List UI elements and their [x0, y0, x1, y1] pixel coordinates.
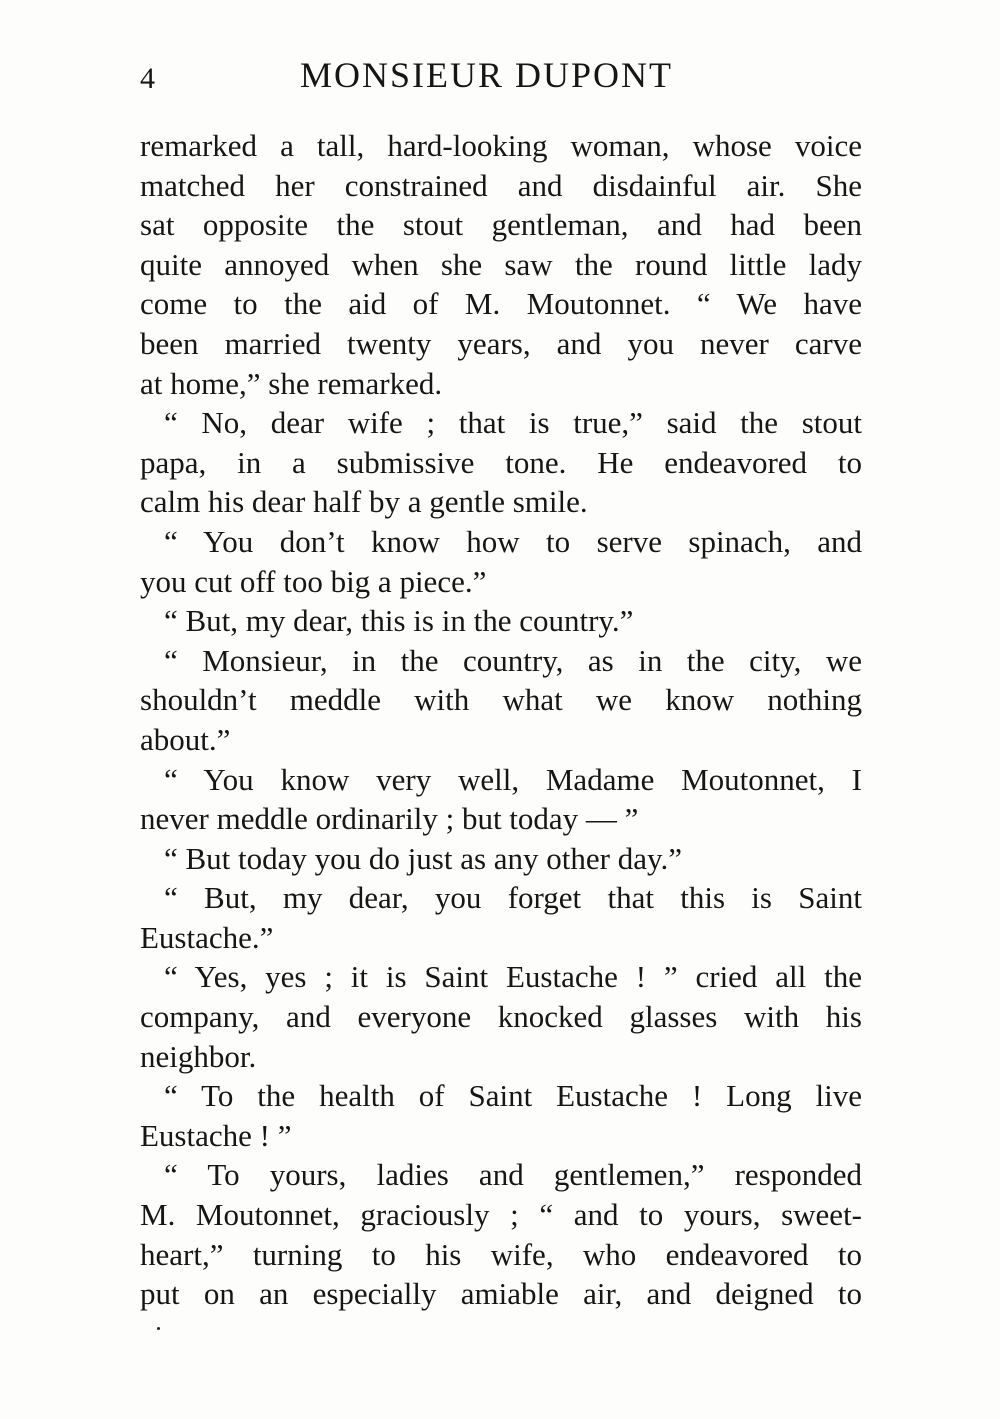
text-line: remarked a tall, hard-looking woman, whose voice — [140, 128, 862, 163]
print-speck — [157, 1327, 160, 1330]
text-line: sat opposite the stout gentleman, and had been — [140, 207, 862, 243]
text-line: come to the aid of M. Moutonnet. “ We have — [140, 286, 862, 322]
text-line: “ To yours, ladies and gentlemen,” responded — [164, 1157, 862, 1193]
text-line: been married twenty years, and you never carve — [140, 325, 862, 361]
text-line: “ To the health of Saint Eustache ! Long live — [164, 1078, 862, 1114]
text-line: “ But today you do just as any other day.” — [164, 840, 682, 876]
text-line: “ But, my dear, this is in the country.” — [164, 603, 634, 639]
text-line: Eustache ! ” — [140, 1117, 292, 1153]
text-line: never meddle ordinarily ; but today — ” — [140, 801, 639, 837]
text-line: at home,” she remarked. — [140, 365, 443, 401]
text-line: calm his dear half by a gentle smile. — [140, 484, 588, 520]
text-line: matched her constrained and disdainful air. She — [140, 167, 862, 203]
text-line: you cut off too big a piece.” — [140, 563, 487, 599]
text-line: “ You don’t know how to serve spinach, and — [164, 523, 862, 559]
text-line: Eustache.” — [140, 919, 274, 955]
text-line: quite annoyed when she saw the round little lady — [140, 246, 862, 282]
page-number: 4 — [140, 62, 155, 95]
text-line: “ But, my dear, you forget that this is Saint — [164, 880, 862, 916]
text-line: “ No, dear wife ; that is true,” said the stout — [164, 405, 862, 441]
text-line: company, and everyone knocked glasses with his — [140, 999, 862, 1035]
text-line: neighbor. — [140, 1038, 257, 1074]
text-line: “ Monsieur, in the country, as in the city, we — [164, 642, 862, 678]
running-title: MONSIEUR DUPONT — [300, 55, 674, 95]
text-line: “ You know very well, Madame Moutonnet, I — [164, 761, 862, 797]
text-line: about.” — [140, 721, 231, 757]
text-line: shouldn’t meddle with what we know nothing — [140, 682, 862, 718]
page-header — [140, 52, 860, 102]
body-text — [140, 126, 862, 1314]
text-line: M. Moutonnet, graciously ; “ and to yours, sweet- — [140, 1197, 862, 1233]
text-line: “ Yes, yes ; it is Saint Eustache ! ” cried all the — [164, 959, 862, 995]
text-line: put on an especially amiable air, and deigned to — [140, 1276, 862, 1312]
text-line: heart,” turning to his wife, who endeavored to — [140, 1236, 862, 1272]
text-line: papa, in a submissive tone. He endeavored to — [140, 444, 862, 480]
